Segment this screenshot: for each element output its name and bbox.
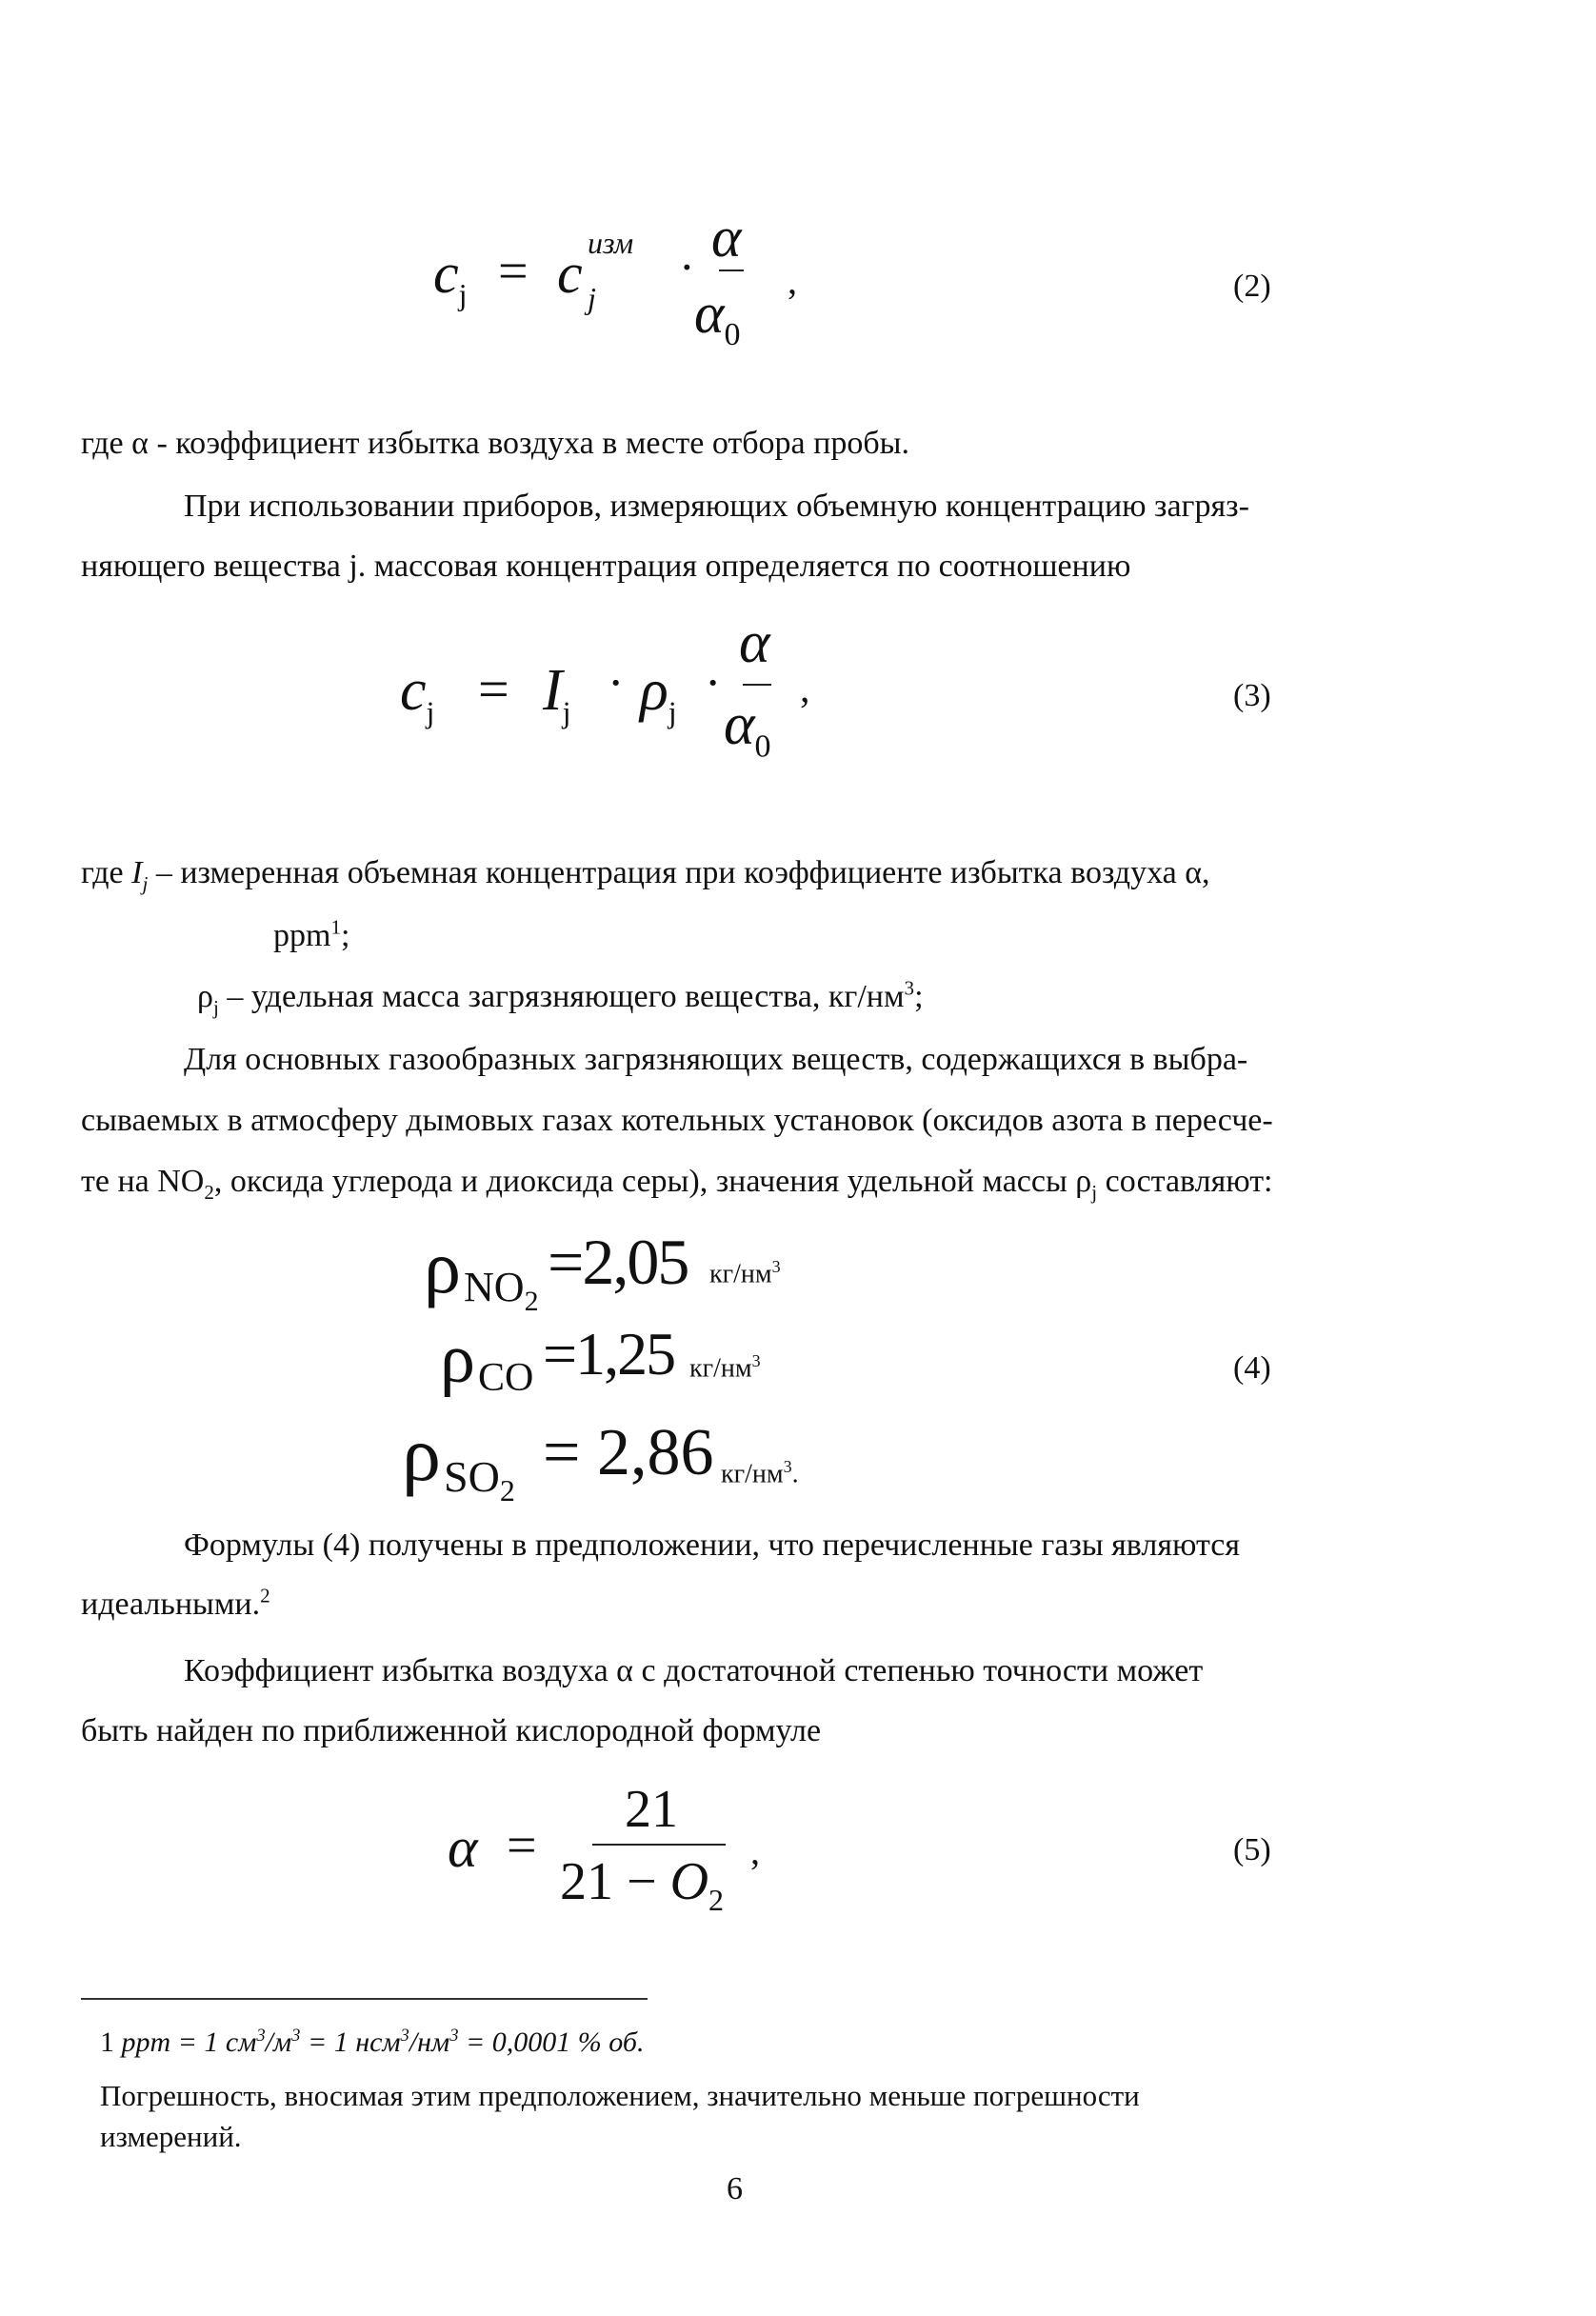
eq2-comma: , <box>788 259 797 302</box>
paragraph-2-line-3: те на $NO_2$, оксида углерода и диоксида серы), значения удельной массы $\rho_j$ составляют: <box>81 1164 1273 1204</box>
footnote-separator <box>81 1998 648 2000</box>
eq2-rhs-sub: j <box>588 281 596 315</box>
eq4-no2-unit: $кг/нм^3$ <box>709 1257 781 1289</box>
eq4-no2-value: =2,05 <box>548 1226 688 1298</box>
equation-number-4: (4) <box>1233 1350 1271 1386</box>
eq3-numerator: α <box>739 610 770 675</box>
equation-number-2: (2) <box>1233 269 1271 304</box>
eq3-lhs: $c_j$ <box>400 658 435 729</box>
equation-5 <box>448 1779 790 1931</box>
eq2-lhs: $c_j$ <box>433 242 468 311</box>
eq4-co-rho: ρ <box>440 1320 475 1398</box>
equation-4-no2 <box>424 1225 862 1320</box>
eq3-I: $I_j$ <box>543 658 571 729</box>
eq3-rho: $\rho_j$ <box>640 658 677 729</box>
eq4-no2-rho: ρ <box>424 1226 461 1308</box>
eq3-comma: , <box>800 668 810 711</box>
rho-definition-line: $\rho_j$ – удельная масса загрязняющего вещества, $кг/нм^3$; <box>197 976 924 1019</box>
eq5-alpha: α <box>448 1816 478 1879</box>
where-alpha-line: где α - коэффициент избытка воздуха в месте отбора пробы. <box>81 426 909 461</box>
equation-4-co <box>440 1319 878 1405</box>
page-number: 6 <box>727 2171 743 2206</box>
eq3-dot-1: · <box>608 656 625 710</box>
footnote-2-line-2: измерений. <box>100 2120 242 2153</box>
paragraph-2-line-1: Для основных газообразных загрязняющих веществ, содержащихся в выбра- <box>184 1042 1248 1077</box>
eq5-numerator: 21 <box>625 1780 678 1839</box>
eq5-denominator: $21 - O_2$ <box>560 1852 725 1918</box>
equation-3 <box>400 609 838 771</box>
eq3-fraction-bar <box>743 684 771 686</box>
eq2-fraction-bar <box>719 270 744 271</box>
paragraph-3-line-1: Формулы (4) получены в предположении, что перечисленные газы являются <box>184 1527 1240 1563</box>
eq4-no2-sub: $NO_2$ <box>464 1264 539 1317</box>
eq2-numerator: α <box>711 206 742 269</box>
footnote-2-line-1: Погрешность, вносимая этим предположением, значительно меньше погрешности <box>100 2079 1140 2112</box>
footnote-1: 1 ppm = 1 $см^3/м^3 = 1$ $нсм^3/нм^3 = 0,0001$ % об. <box>100 2026 645 2058</box>
where-I-line: где $I_j$ – измеренная объемная концентрация при коэффициенте избытка воздуха α, <box>81 855 1210 895</box>
eq4-so2-sub: $SO_2$ <box>444 1452 515 1508</box>
eq2-rhs-sup: изм <box>588 226 634 260</box>
eq2-equals: = <box>498 242 529 301</box>
eq5-fraction-bar <box>592 1844 726 1846</box>
equation-number-3: (3) <box>1233 678 1271 713</box>
ppm-line: ppm$^1$; <box>273 915 350 953</box>
eq4-co-value: =1,25 <box>543 1320 675 1388</box>
paragraph-4-line-2: быть найден по приближенной кислородной формуле <box>81 1713 822 1748</box>
paragraph-2-line-2: сываемых в атмосферу дымовых газах котельных установок (оксидов азота в пересче- <box>81 1103 1273 1138</box>
eq5-equals: = <box>507 1816 537 1875</box>
eq2-rhs-c: c <box>557 242 583 305</box>
paragraph-4-line-1: Коэффициент избытка воздуха α с достаточной степенью точности может <box>184 1653 1204 1688</box>
equation-2 <box>433 205 833 357</box>
eq4-so2-rho: ρ <box>402 1410 441 1497</box>
equation-number-5: (5) <box>1233 1832 1271 1867</box>
eq2-denominator: $\alpha_0$ <box>694 282 741 352</box>
eq4-co-unit: $кг/нм^3$ <box>689 1351 761 1384</box>
eq5-comma: , <box>750 1829 760 1872</box>
eq3-dot-2: · <box>705 656 722 710</box>
eq3-denominator: $\alpha_0$ <box>724 692 771 765</box>
paragraph-3-line-2: идеальными.$^2$ <box>81 1584 270 1622</box>
equation-4-so2 <box>402 1409 859 1514</box>
eq4-so2-value: = 2,86 <box>543 1416 714 1489</box>
paragraph-1-line-2: няющего вещества j. массовая концентрация определяется по соотношению <box>81 549 1131 584</box>
eq4-co-sub: CO <box>478 1356 534 1400</box>
paragraph-1-line-1: При использовании приборов, измеряющих объемную концентрацию загряз- <box>184 489 1249 524</box>
eq3-equals: = <box>478 658 509 720</box>
eq2-dot: · <box>679 240 695 293</box>
eq4-so2-unit: $кг/нм^3$. <box>721 1457 799 1489</box>
